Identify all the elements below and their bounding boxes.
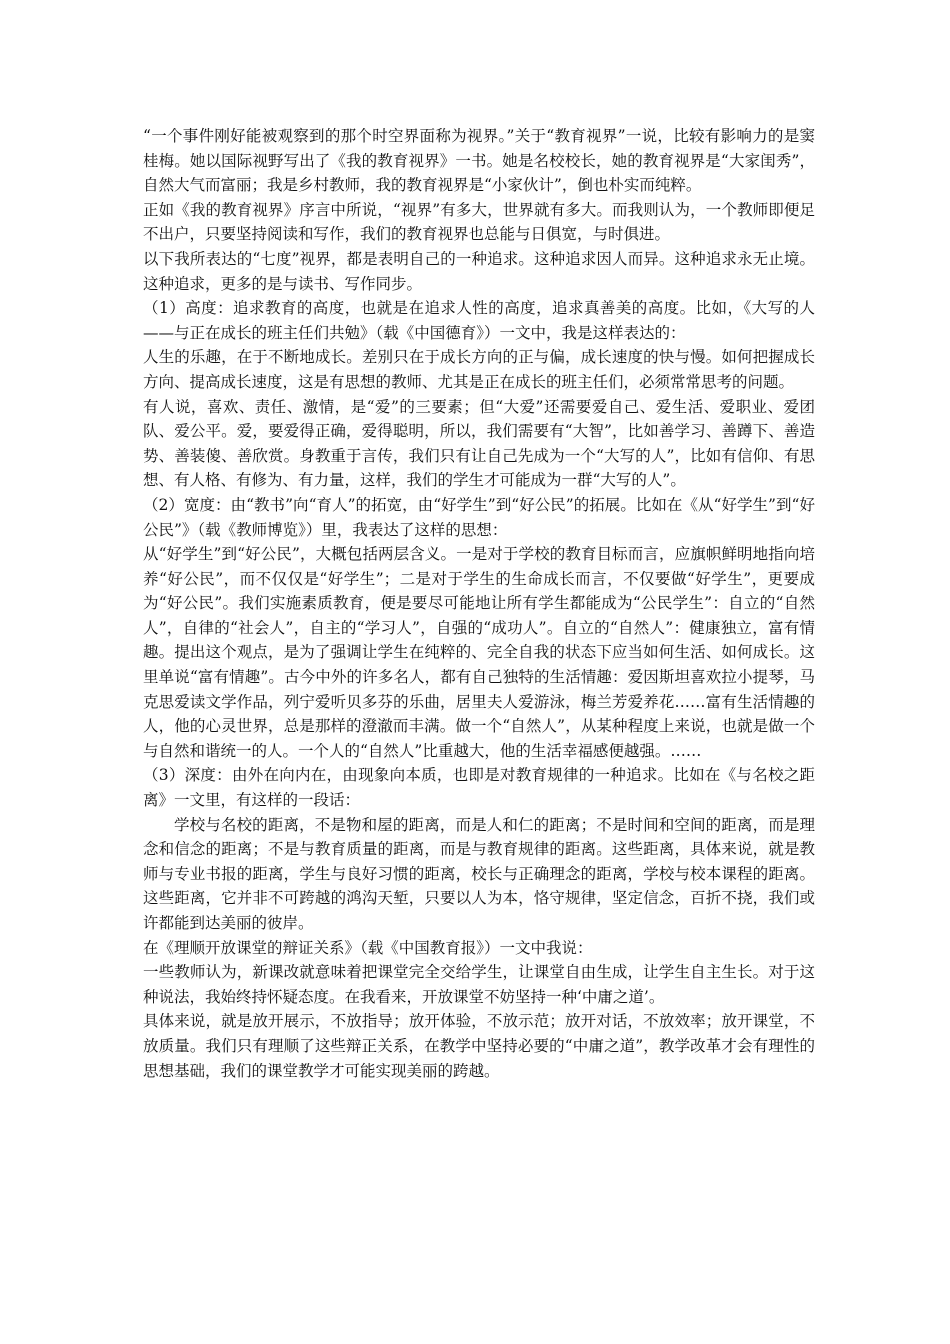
paragraph-width: （2）宽度：由“教书”向“育人”的拓宽，由“好学生”到“好公民”的拓展。比如在《从“好学生”到“好公民”》（载《教师博览》）里，我表达了这样的思想： [143,495,815,539]
paragraph-preface-quote: 正如《我的教育视界》序言中所说，“视界”有多大，世界就有多大。而我则认为，一个教师即便足不出户，只要坚持阅读和写作，我们的教育视界也总能与日俱宽，与时俱进。 [143,200,815,244]
paragraph-open-classroom: 在《理顺开放课堂的辩证关系》（载《中国教育报》）一文中我说： [143,938,593,957]
paragraph-golden-mean: 具体来说，就是放开展示，不放指导；放开体验，不放示范；放开对话，不放效率；放开课堂，不放质量。我们只有理顺了这些辩正关系，在教学中坚持必要的“中庸之道”，教学改革才会有理性的思想基础，我们的课堂教学才可能实现美丽的跨越。 [143,1012,815,1080]
paragraph-growth: 人生的乐趣，在于不断地成长。差别只在于成长方向的正与偏，成长速度的快与慢。如何把握成长方向、提高成长速度，这是有思想的教师、尤其是正在成长的班主任们，必须常常思考的问题。 [143,348,815,391]
paragraph-height: （1）高度：追求教育的高度，也就是在追求人性的高度，追求真善美的高度。比如，《大写的人——与正在成长的班主任们共勉》（载《中国德育》）一文中，我是这样表达的： [143,299,815,342]
paragraph-love: 有人说，喜欢、责任、激情，是“爱”的三要素；但“大爱”还需要爱自己、爱生活、爱职业、爱团队、爱公平。爱，要爱得正确，爱得聪明，所以，我们需要有“大智”，比如善学习、善蹲下、善造势、善装傻、善欣赏。身教重于言传，我们只有让自己先成为一个“大写的人”，比如有信仰、有思想、有人格、有修为、有力量，这样，我们的学生才可能成为一群“大写的人”。 [143,397,815,490]
paragraph-new-curriculum: 一些教师认为，新课改就意味着把课堂完全交给学生，让课堂自由生成，让学生自主生长。对于这种说法，我始终持怀疑态度。在我看来，开放课堂不妨坚持一种‘中庸之道’。 [143,963,815,1006]
paragraph-seven-degrees: 以下我所表达的“七度”视界，都是表明自己的一种追求。这种追求因人而异。这种追求永无止境。这种追求，更多的是与读书、写作同步。 [143,249,815,293]
paragraph-good-citizen: 从“好学生”到“好公民”，大概包括两层含义。一是对于学校的教育目标而言，应旗帜鲜明地指向培养“好公民”，而不仅仅是“好学生”；二是对于学生的生命成长而言，不仅要做“好学生”，更要成为“好公民”。我们实施素质教育，便是要尽可能地让所有学生都能成为“公民学生”：自立的“自然人”，自律的“社会人”，自主的“学习人”，自强的“成功人”。自立的“自然人”：健康独立，富有情趣。提出这个观点，是为了强调让学生在纯粹的、完全自我的状态下应当如何生活、如何成长。这里单说“富有情趣”。古今中外的许多名人，都有自己独特的生活情趣：爱因斯坦喜欢拉小提琴，马克思爱读文学作品，列宁爱听贝多芬的乐曲，居里夫人爱游泳，梅兰芳爱养花……富有生活情趣的人，他的心灵世界，总是那样的澄澈而丰满。做一个“自然人”，从某种程度上来说，也就是做一个与自然和谐统一的人。一个人的“自然人”比重越大，他的生活幸福感便越强。…… [143,545,815,760]
paragraph-intro: “一个事件刚好能被观察到的那个时空界面称为视界。”关于“教育视界”一说，比较有影响力的是窦桂梅。她以国际视野写出了《我的教育视界》一书。她是名校校长，她的教育视界是“大家闺秀”，自然大气而富丽；我是乡村教师，我的教育视界是“小家伙计”，倒也朴实而纯粹。 [143,127,815,195]
document-body [143,124,815,1083]
paragraph-depth: （3）深度：由外在向内在，由现象向本质，也即是对教育规律的一种追求。比如在《与名校之距离》一文里，有这样的一段话： [143,766,815,810]
paragraph-school-distance: 学校与名校的距离，不是物和屋的距离，而是人和仁的距离；不是时间和空间的距离，而是理念和信念的距离；不是与教育质量的距离，而是与教育规律的距离。这些距离，具体来说，就是教师与专业书报的距离，学生与良好习惯的距离，校长与正确理念的距离，学校与校本课程的距离。这些距离，它并非不可跨越的鸿沟天堑，只要以人为本，恪守规律，坚定信念，百折不挠，我们或许都能到达美丽的彼岸。 [143,815,815,932]
